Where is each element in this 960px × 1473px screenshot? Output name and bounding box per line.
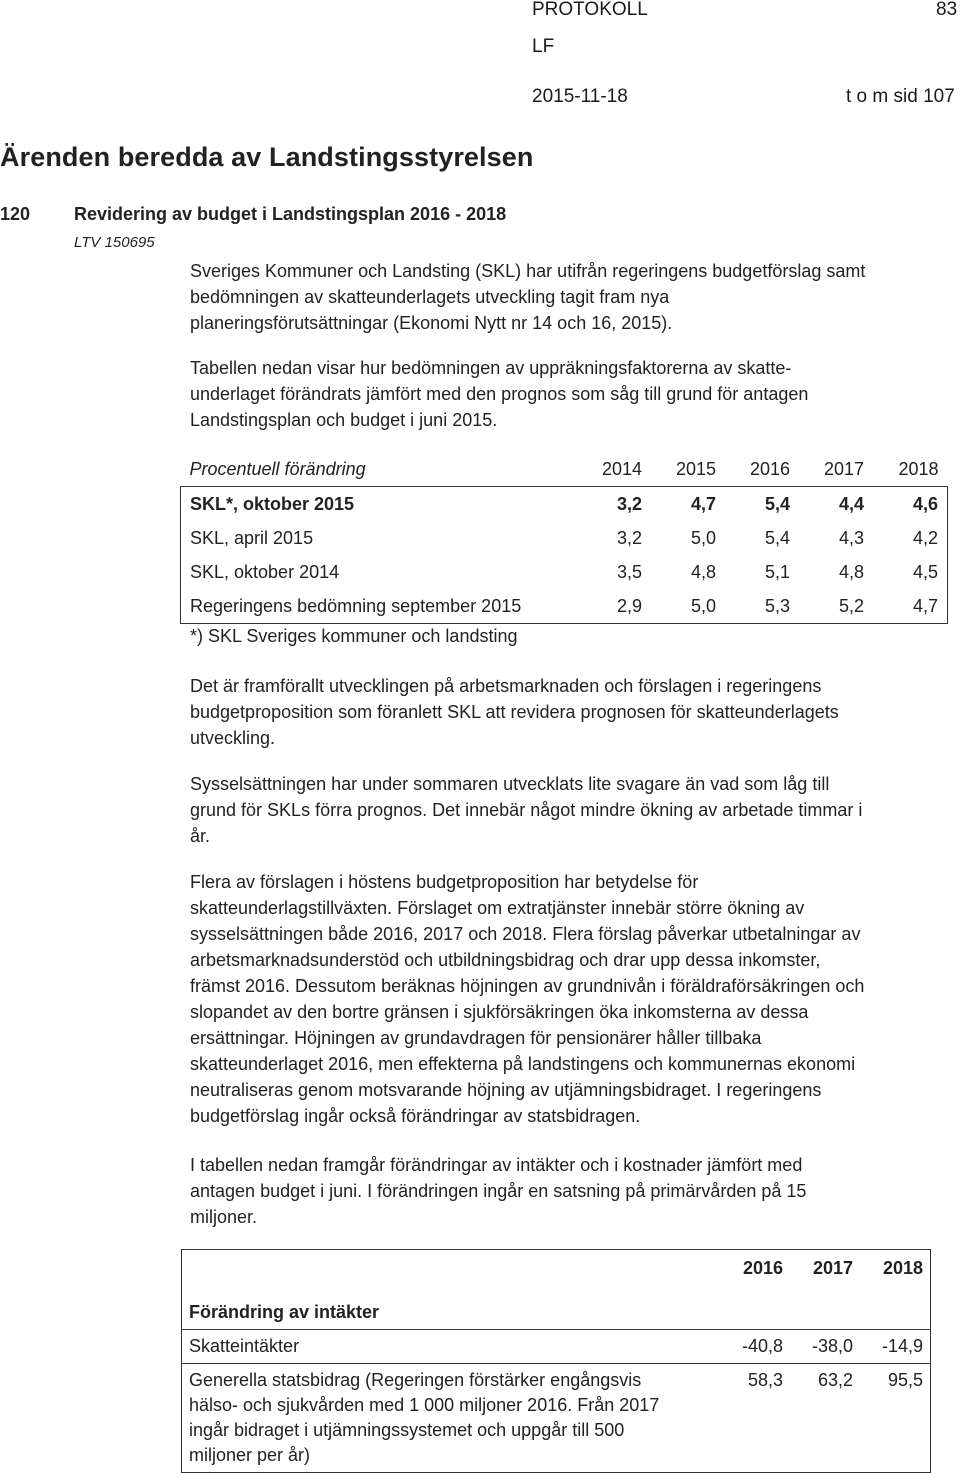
table-cell: 5,1	[764, 561, 790, 582]
text-line: ersättningar. Höjningen av grundavdragen för pensionärer håller tillbaka	[190, 1028, 762, 1048]
table-cell: 5,0	[690, 527, 716, 548]
text-line: I tabellen nedan framgår förändringar av intäkter och i kostnader jämfört med	[190, 1155, 803, 1175]
paragraph-labour-market	[190, 673, 930, 751]
text-line: miljoner per år)	[189, 1445, 311, 1465]
table-cell: 5,4	[764, 527, 790, 548]
table-cell: 4,3	[838, 527, 864, 548]
table-cell: 4,7	[690, 493, 716, 514]
year-header: 2014	[577, 452, 651, 487]
table-cell: 3,2	[616, 527, 642, 548]
row-label: Regeringens bedömning september 2015	[181, 589, 578, 624]
table-header-row	[182, 1250, 931, 1330]
row-label: SKL*, oktober 2015	[181, 487, 578, 522]
table-cell: 58,3	[720, 1364, 790, 1473]
text-line: budgetproposition som föranlett SKL att revidera prognosen för skatteunderlagets	[190, 702, 839, 722]
section-number: 120	[0, 204, 31, 224]
row-label: Skatteintäkter	[182, 1330, 721, 1364]
section-label: Förändring av intäkter	[182, 1250, 721, 1330]
table-footnote: *) SKL Sveriges kommuner och landsting	[190, 626, 518, 646]
table-cell: 3,5	[616, 561, 642, 582]
text-line: skatteunderlagstillväxten. Förslaget om extratjänster innebär större ökning av	[190, 898, 805, 918]
case-reference: LTV 150695	[74, 234, 155, 251]
table-cell: 4,8	[690, 561, 716, 582]
table-cell: 4,4	[838, 493, 864, 514]
table-row	[182, 1364, 931, 1473]
text-line: slopandet av den bortre gränsen i sjukförsäkringen öka inkomsterna av dessa	[190, 1002, 809, 1022]
table-row	[181, 521, 948, 555]
text-line: planeringsförutsättningar (Ekonomi Nytt nr 14 och 16, 2015).	[190, 313, 673, 333]
text-line: Tabellen nedan visar hur bedömningen av uppräkningsfaktorerna av skatte-	[190, 358, 792, 378]
table-cell: 95,5	[860, 1364, 931, 1473]
table-cell: 5,0	[651, 589, 725, 624]
table-cell: 4,5	[873, 555, 948, 589]
table-cell: 4,2	[873, 521, 948, 555]
text-line: Flera av förslagen i höstens budgetproposition har betydelse för	[190, 872, 699, 892]
page-range: t o m sid 107	[846, 86, 955, 107]
table-cell: -38,0	[790, 1330, 860, 1364]
text-line: Sysselsättningen har under sommaren utvecklats lite svagare än vad som låg till	[190, 774, 830, 794]
year-header: 2015	[651, 452, 725, 487]
table-cell: 3,2	[616, 493, 642, 514]
table-cell: 63,2	[790, 1364, 860, 1473]
table-cell: 4,6	[873, 487, 948, 522]
row-label: SKL, oktober 2014	[181, 555, 578, 589]
text-line: skatteunderlaget 2016, men effekterna på landstingens och kommunernas ekonomi	[190, 1054, 856, 1074]
organization: LF	[532, 36, 555, 57]
table-cell: 5,4	[764, 493, 790, 514]
page-title: Ärenden beredda av Landstingsstyrelsen	[0, 142, 534, 172]
table-cell: 4,7	[873, 589, 948, 624]
text-line: budgetförslag ingår också förändringar av statsbidragen.	[190, 1106, 641, 1126]
year-header: 2017	[790, 1250, 860, 1330]
table-row	[182, 1330, 931, 1364]
year-header: 2018	[873, 452, 948, 487]
paragraph-employment	[190, 771, 930, 849]
table-cell: -40,8	[720, 1330, 790, 1364]
section-heading: Revidering av budget i Landstingsplan 2016 - 2018	[74, 204, 507, 224]
meeting-date: 2015-11-18	[532, 86, 628, 107]
text-line: år.	[190, 826, 211, 846]
table-cell: -14,9	[860, 1330, 931, 1364]
table-header-row	[181, 452, 948, 487]
table-cell: 2,9	[577, 589, 651, 624]
text-line: ingår bidraget i utjämningssystemet och uppgår till 500	[189, 1420, 625, 1440]
text-line: Sveriges Kommuner och Landsting (SKL) har utifrån regeringens budgetförslag samt	[190, 261, 866, 281]
table-row	[181, 589, 948, 624]
text-line: hälso- och sjukvården med 1 000 miljoner 2016. Från 2017	[189, 1395, 660, 1415]
paragraph-skl-forecast	[190, 258, 930, 336]
year-header: 2017	[799, 452, 873, 487]
text-line: utveckling.	[190, 728, 276, 748]
text-line: miljoner.	[190, 1207, 258, 1227]
row-label	[182, 1364, 721, 1473]
table-cell: 5,2	[799, 589, 873, 624]
text-line: bedömningen av skatteunderlagets utveckling tagit fram nya	[190, 287, 670, 307]
table-cell: 5,3	[725, 589, 799, 624]
text-line: antagen budget i juni. I förändringen ingår en satsning på primärvården på 15	[190, 1181, 807, 1201]
text-line: grund för SKLs förra prognos. Det innebär något mindre ökning av arbetade timmar i	[190, 800, 863, 820]
text-line: sysselsättningen både 2016, 2017 och 2018. Flera förslag påverkar utbetalningar av	[190, 924, 861, 944]
table-header-label: Procentuell förändring	[181, 452, 578, 487]
year-header: 2016	[720, 1250, 790, 1330]
table-row	[181, 555, 948, 589]
row-label: SKL, april 2015	[181, 521, 578, 555]
paragraph-table-intro	[190, 355, 930, 433]
text-line: främst 2016. Dessutom beräknas höjningen av grundnivån i föräldraförsäkringen och	[190, 976, 865, 996]
budget-change-table	[181, 1249, 931, 1473]
text-line: neutraliseras genom motsvarande höjning av utjämningsbidraget. I regeringens	[190, 1080, 822, 1100]
forecast-table	[180, 452, 948, 624]
text-line: underlaget förändrats jämfört med den prognos som såg till grund för antagen	[190, 384, 809, 404]
table-row	[181, 487, 948, 522]
text-line: Generella statsbidrag (Regeringen förstärker engångsvis	[189, 1370, 642, 1390]
page-number: 83	[936, 0, 958, 20]
table-cell: 4,8	[838, 561, 864, 582]
text-line: Landstingsplan och budget i juni 2015.	[190, 410, 498, 430]
year-header: 2016	[725, 452, 799, 487]
paragraph-budget-proposals	[190, 869, 930, 1129]
paragraph-budget-table-intro	[190, 1152, 930, 1230]
year-header: 2018	[860, 1250, 931, 1330]
doc-type: PROTOKOLL	[532, 0, 648, 20]
text-line: arbetsmarknadsunderstöd och utbildningsbidrag och drar upp dessa inkomster,	[190, 950, 821, 970]
text-line: Det är framförallt utvecklingen på arbetsmarknaden och förslagen i regeringens	[190, 676, 822, 696]
